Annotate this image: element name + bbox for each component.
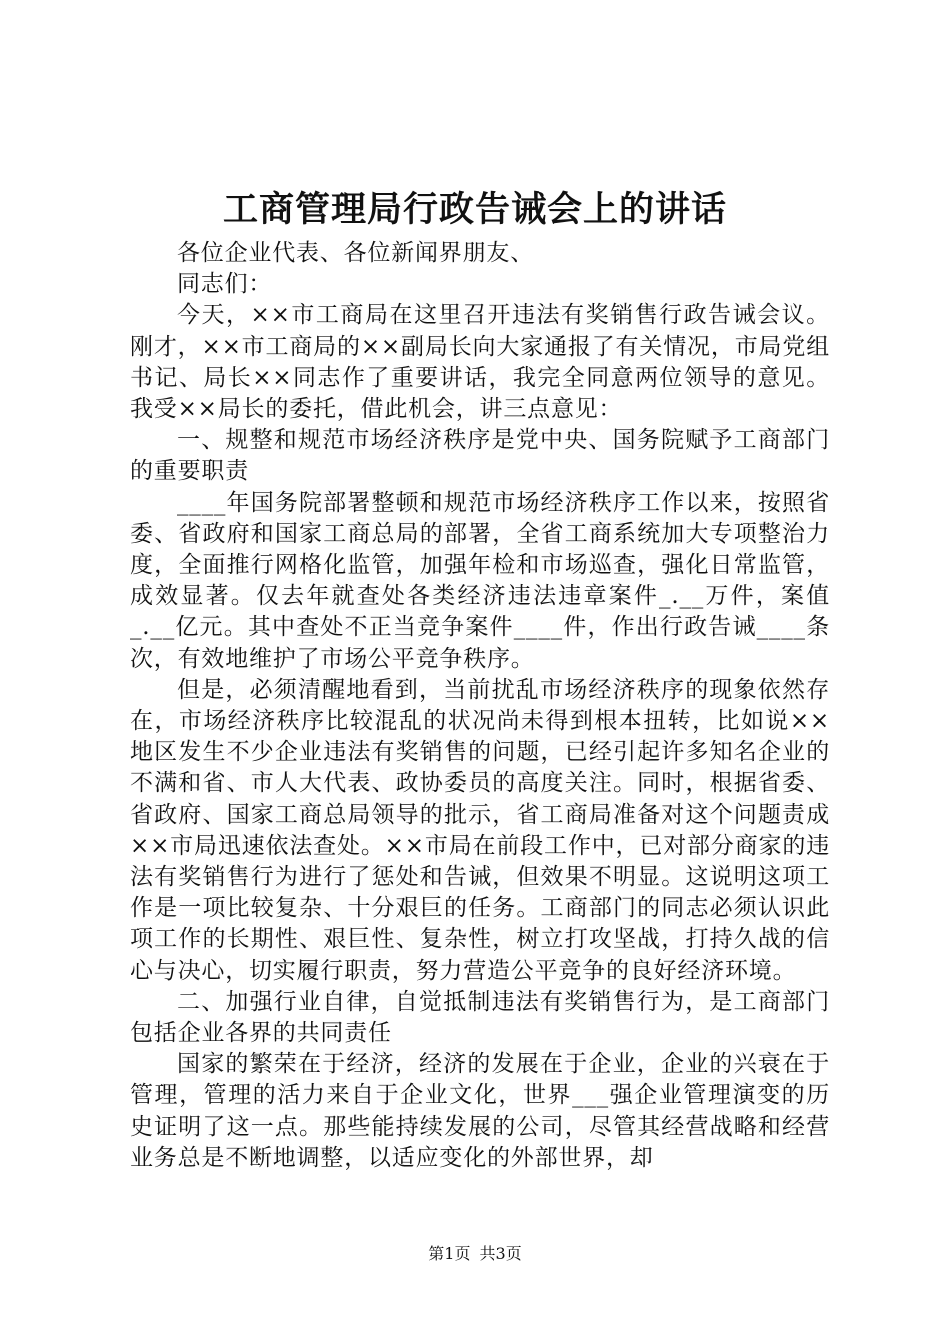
document-title: 工商管理局行政告诫会上的讲话 <box>222 189 727 230</box>
document-body <box>130 238 830 1174</box>
paragraph-problems: 但是，必须清醒地看到，当前扰乱市场经济秩序的现象依然存在，市场经济秩序比较混乱的状况尚未得到根本扭转，比如说××地区发生不少企业违法有奖销售的问题，已经引起许多知名企业的不满和省、市人大代表、政协委员的高度关注。同时，根据省委、省政府、国家工商总局领导的批示，省工商局准备对这个问题责成××市局迅速依法查处。××市局在前段工作中，已对部分商家的违法有奖销售行为进行了惩处和告诫，但效果不明显。这说明这项工作是一项比较复杂、十分艰巨的任务。工商部门的同志必须认识此项工作的长期性、艰巨性、复杂性，树立打攻坚战，打持久战的信心与决心，切实履行职责，努力营造公平竞争的良好经济环境。 <box>130 676 830 984</box>
paragraph-enterprise: 国家的繁荣在于经济，经济的发展在于企业，企业的兴衰在于管理，管理的活力来自于企业文化，世界___强企业管理演变的历史证明了这一点。那些能持续发展的公司，尽管其经营战略和经营业务总是不断地调整，以适应变化的外部世界，却 <box>130 1051 830 1171</box>
page-footer <box>0 1243 950 1265</box>
salutation-line-2: 同志们： <box>177 271 273 298</box>
salutation-line-1: 各位企业代表、各位新闻界朋友、 <box>177 240 534 266</box>
section-heading-1: 一、规整和规范市场经济秩序是党中央、国务院赋予工商部门的重要职责 <box>130 427 830 485</box>
page-total: 共3页 <box>479 1244 522 1263</box>
section-heading-2: 二、加强行业自律，自觉抵制违法有奖销售行为，是工商部门包括企业各界的共同责任 <box>130 988 830 1047</box>
paragraph-opening: 今天，××市工商局在这里召开违法有奖销售行政告诫会议。刚才，××市工商局的××副局长向大家通报了有关情况，市局党组书记、局长××同志作了重要讲话，我完全同意两位领导的意见。我受××局长的委托，借此机会，讲三点意见： <box>130 302 830 423</box>
page-number: 第1页 <box>428 1244 471 1263</box>
paragraph-achievements: ____年国务院部署整顿和规范市场经济秩序工作以来，按照省委、省政府和国家工商总局的部署，全省工商系统加大专项整治力度，全面推行网格化监管，加强年检和市场巡查，强化日常监管，成效显著。仅去年就查处各类经济违法违章案件_.__万件，案值_.__亿元。其中查处不正当竞争案件____件，作出行政告诫____条次，有效地维护了市场公平竞争秩序。 <box>130 489 830 672</box>
